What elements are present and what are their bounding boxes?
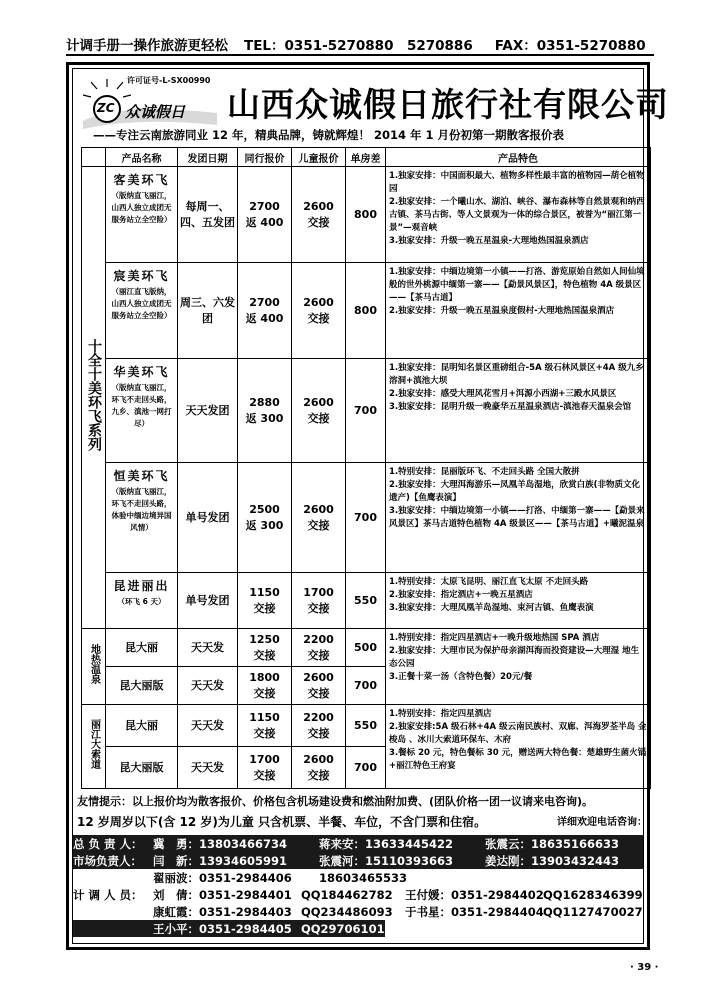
product-features: 1.特别安排：指定四星酒店 2.独家安排:5A 级石林+4A 级云南民族村、双廊、洱海罗荃半岛 金梭岛 、冰川大索道环保车、木府 3.餐标 20 元，特色餐标 30 元，赠送两大特色餐：楚雄野生菌火锅+丽江特色王府宴 <box>386 705 651 789</box>
child-policy: 12 岁周岁以下(含 12 岁)为儿童 只含机票、半餐、车位，不含门票和住宿。 <box>77 815 487 829</box>
product-name: 昆大丽版 <box>106 747 178 789</box>
header-rule <box>66 54 654 56</box>
table-row <box>82 463 651 573</box>
permit-number: 许可证号-L-SX00990 <box>127 76 211 85</box>
product-name: 恒美环飞 （版纳直飞丽江，环飞不走回头路，体验中缅边境异国风情） <box>106 463 178 573</box>
peer-price: 1700 交接 <box>238 747 292 789</box>
header-cell: 产品特色 <box>386 148 651 167</box>
child-price: 1700 交接 <box>292 573 346 629</box>
single-supplement: 800 <box>346 263 386 359</box>
price-sheet-frame <box>66 62 669 950</box>
header-cell-empty <box>82 148 106 167</box>
header-cell: 单房差 <box>346 148 386 167</box>
logo-text: 众诚假日 <box>125 103 186 121</box>
single-supplement: 550 <box>346 705 386 747</box>
depart-date: 周三、六发团 <box>178 263 238 359</box>
peer-price: 1150 交接 <box>238 705 292 747</box>
peer-price: 2700 返 400 <box>238 167 292 263</box>
table-row <box>82 705 651 747</box>
product-features: 1.独家安排：中国面积最大、植物多样性最丰富的植物园—葫仑植物园 2.独家安排：一个曦山水、湖泊、峡谷、瀑布森林等自然景观和纳西古镇、茶马古街、等人文景观为一体的综合景区，被誉为“丽江第一景”—观音峡 3.独家安排：升级一晚五星温泉-大理地热国温泉酒店 <box>386 167 651 263</box>
table-header-row <box>82 148 651 167</box>
product-name: 华美环飞 （版纳直飞丽江，环飞不走回头路，九乡、滇池一网打尽） <box>106 359 178 463</box>
single-supplement: 800 <box>346 167 386 263</box>
peer-price: 1250 交接 <box>238 629 292 667</box>
contact-row: 市场负责人： 闫 新：13934605991 张震河：15110393663 姜达刚：13903432443 <box>73 852 643 869</box>
slogan: ——专注云南旅游同业 12 年，精典品牌，铸就辉煌！ 2014 年 1 月份初第一期散客报价表 <box>93 128 565 142</box>
product-features: 1.独家安排：昆明知名景区重磅组合-5A 级石林风景区+4A 级九乡溶洞+滇池大坝 2.独家安排：感受大理风花雪月+洱源小西湖+三殿水风景区 3.独家安排：昆明升级一晚豪华五星温泉酒店-滇池春天温泉会馆 <box>386 359 651 463</box>
header-cell: 产品名称 <box>106 148 178 167</box>
child-price: 2200 交接 <box>292 629 346 667</box>
child-price: 2200 交接 <box>292 705 346 747</box>
single-supplement: 700 <box>346 359 386 463</box>
header-title: 计调手册一操作旅游更轻松 <box>66 38 228 54</box>
group-label: 地热温泉 <box>82 629 106 705</box>
product-name: 昆大丽 <box>106 629 178 667</box>
depart-date: 天天发团 <box>178 359 238 463</box>
depart-date: 天天发 <box>178 747 238 789</box>
page-header <box>66 32 654 56</box>
contact-row: 总 负 责 人： 冀 勇：13803466734 蒋来安：13633445422 张震云：18635166633 <box>73 835 643 852</box>
product-features: 1.特别安排：昆丽版环飞、不走回头路 全国大散拼 2.独家安排：大理洱海游乐—凤凰羊岛湿地，欣赏白族(非物质文化遗产)【鱼鹰表演】 3.独家安排：中缅边境第一小镇——打洛、中缅第一寨——【勐景来风景区】茶马古道特色植物 4A 级景区——【茶马古道】+曦泥温泉 <box>386 463 651 573</box>
peer-price: 1800 交接 <box>238 667 292 705</box>
product-name: 昆大丽版 <box>106 667 178 705</box>
table-row <box>82 263 651 359</box>
peer-price: 2500 返 300 <box>238 463 292 573</box>
depart-date: 单号发团 <box>178 573 238 629</box>
notes-block <box>77 793 647 830</box>
peer-price: 2700 返 400 <box>238 263 292 359</box>
group-label: 十全十美环飞系列 <box>82 167 106 629</box>
table-row <box>82 167 651 263</box>
product-features: 1.特别安排：太原飞昆明、丽江直飞太原 不走回头路 2.独家安排：指定酒店+一晚五星酒店 3.独家安排：大理凤凰羊岛湿地、束河古镇、鱼鹰表演 <box>386 573 651 629</box>
depart-date: 天天发 <box>178 705 238 747</box>
single-supplement: 700 <box>346 747 386 789</box>
depart-date: 每周一、四、五发团 <box>178 167 238 263</box>
single-supplement: 700 <box>346 463 386 573</box>
contact-row: 计 调 人 员： 刘 倩：0351-2984401 QQ184462782 王付媛：0351-2984402 QQ1628346399 <box>73 887 643 902</box>
header-cell: 同行报价 <box>238 148 292 167</box>
header-tel: TEL：0351-5270880 5270886 <box>244 38 473 54</box>
friendly-tip: 友情提示：以上报价均为散客报价、价格包含机场建设费和燃油附加费、(团队价格一团一议请来电咨询)。 <box>77 795 594 808</box>
welcome-text: 详细欢迎电话咨询： <box>557 817 647 828</box>
depart-date: 天天发 <box>178 629 238 667</box>
company-name: 山西众诚假日旅行社有限公司 <box>227 85 669 124</box>
price-table <box>81 147 651 789</box>
child-price: 2600 交接 <box>292 747 346 789</box>
child-price: 2600 交接 <box>292 167 346 263</box>
table-row <box>82 629 651 667</box>
single-supplement: 500 <box>346 629 386 667</box>
child-price: 2600 交接 <box>292 359 346 463</box>
group-label: 丽江大索道 <box>82 705 106 789</box>
contact-row: 翟丽波：0351-2984406 18603465533 <box>153 870 408 885</box>
child-price: 2600 交接 <box>292 667 346 705</box>
product-name: 昆进丽出 （环飞 6 天） <box>106 573 178 629</box>
header-cell: 发团日期 <box>178 148 238 167</box>
header-fax: FAX：0351-5270880 <box>494 38 646 54</box>
product-name: 宸美环飞 （丽江直飞版纳，山西人独立成团无服务站立全空险） <box>106 263 178 359</box>
product-features: 1.特别安排：指定四星酒店+一晚升级地热国 SPA 酒店 2.独家安排：大理市民为保护母亲湖洱海而投资建设—大理湿 地生态公园 3.正餐十菜一汤（含特色餐）20元/餐 <box>386 629 651 705</box>
depart-date: 天天发 <box>178 667 238 705</box>
header-cell: 儿童报价 <box>292 148 346 167</box>
table-row <box>82 359 651 463</box>
depart-date: 单号发团 <box>178 463 238 573</box>
page-number: · 39 · <box>630 962 659 973</box>
peer-price: 1150 交接 <box>238 573 292 629</box>
contact-block <box>73 835 643 937</box>
child-price: 2600 交接 <box>292 263 346 359</box>
single-supplement: 550 <box>346 573 386 629</box>
contact-row: 王小平：0351-2984405 QQ29706101 <box>73 920 385 937</box>
child-price: 2600 交接 <box>292 463 346 573</box>
contact-row: 康虹霞：0351-2984403 QQ234486093 于书星：0351-2984404 QQ1127470027 <box>153 904 643 919</box>
single-supplement: 700 <box>346 667 386 705</box>
logo-mark: ZC <box>97 101 115 115</box>
table-row <box>82 573 651 629</box>
peer-price: 2880 返 300 <box>238 359 292 463</box>
product-name: 客美环飞 （版纳直飞丽江，山西人独立成团无服务站立全空险） <box>106 167 178 263</box>
product-name: 昆大丽 <box>106 705 178 747</box>
product-features: 1.独家安排：中缅边境第一小镇——打洛、游览原始自然如人间仙境般的世外桃源中缅第一寨——【勐景风景区】，特色植物 4A 级景区——【茶马古道】 2.独家安排：升级一晚五星温泉度假村-大理地热国温泉酒店 <box>386 263 651 359</box>
